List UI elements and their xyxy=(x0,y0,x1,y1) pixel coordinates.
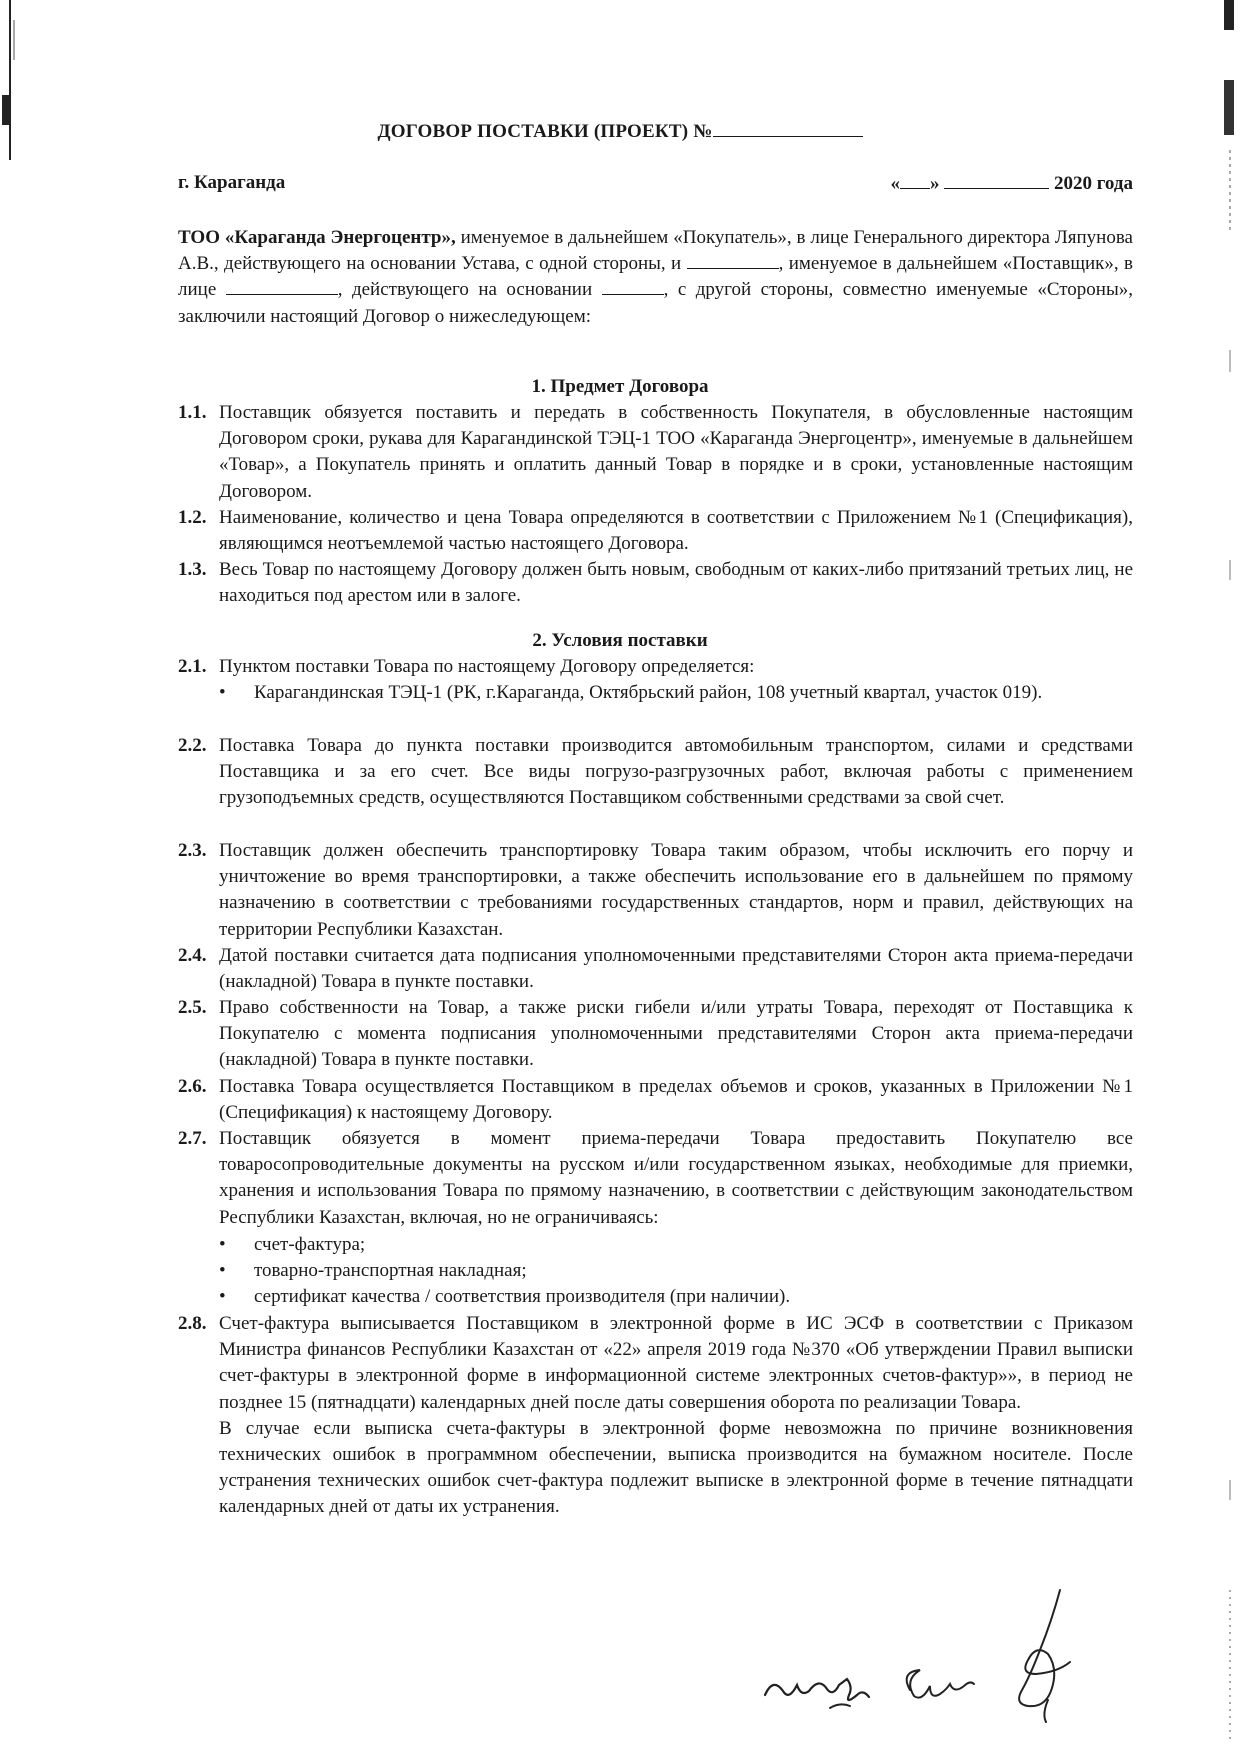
preamble-text-2: , именуемое в дальнейшем «Поставщик», в лице xyxy=(178,253,1133,301)
preamble-text-3: , действующего на основании xyxy=(337,279,602,301)
clause-number: 2.7. xyxy=(178,1128,207,1149)
clause-text: Весь Товар по настоящему Договору должен быть новым, свободным от каких-либо притязаний третьих лиц, не находиться под арестом или в залоге. xyxy=(219,559,1133,607)
supplier-rep-blank xyxy=(226,278,338,295)
list-item: • сертификат качества / соответствия производителя (при наличии). xyxy=(219,1284,1133,1310)
day-blank xyxy=(900,172,930,189)
preamble-text-4: , с другой стороны, совместно именуемые «Стороны», заключили настоящий Договор о нижеследующем: xyxy=(178,279,1133,327)
delivery-point-list xyxy=(219,680,1133,706)
list-item: • Карагандинская ТЭЦ-1 (РК, г.Караганда, Октябрьский район, 108 учетный квартал, участок 019). xyxy=(219,680,1133,706)
scan-edge-right xyxy=(1218,0,1240,1754)
buyer-name: ТОО «Караганда Энергоцентр», xyxy=(178,227,456,248)
title-text: ДОГОВОР ПОСТАВКИ (ПРОЕКТ) № xyxy=(377,121,713,142)
supplier-basis-blank xyxy=(602,278,664,295)
clause-text: Пунктом поставки Товара по настоящему Договору определяется: xyxy=(219,656,755,677)
clause-2-8 xyxy=(178,1311,1133,1521)
clause-number: 2.1. xyxy=(178,656,207,677)
clause-text: Поставщик должен обеспечить транспортировку Товара таким образом, чтобы исключить его порчу и уничтожение во время транспортировки, а также обеспечить использование его в дальнейшем по прямому назначению в соответствии с требованиями государственных стандартов, норм и правил, действующих на территории Республики Казахстан. xyxy=(219,840,1133,940)
clause-text: Поставка Товара до пункта поставки производится автомобильным транспортом, силами и средствами Поставщика и за его счет. Все виды погрузо-разгрузочных работ, включая работы с применением грузоподъемных средств, осуществляются Поставщиком собственными средствами за свой счет. xyxy=(219,735,1133,809)
clause-1-2 xyxy=(178,505,1133,557)
clause-text: Поставщик обязуется в момент приема-передачи Товара предоставить Покупателю все товаросопроводительные документы на русском и/или государственном языках, необходимые для приемки, хранения и использования Товара по прямому назначению, в соответствии с действующим законодательством Республики Казахстан, включая, но не ограничиваясь: xyxy=(219,1128,1133,1228)
month-blank xyxy=(944,172,1049,189)
clause-text: Поставщик обязуется поставить и передать в собственность Покупателя, в обусловленные настоящим Договором сроки, рукава для Карагандинской ТЭЦ-1 ТОО «Караганда Энергоцентр», именуемые в дальнейшем «Товар», а Покупатель принять и оплатить данный Товар в порядке и в сроки, установленные настоящим Договором. xyxy=(219,402,1133,502)
handwritten-signatures xyxy=(760,1580,1120,1730)
clause-2-6 xyxy=(178,1074,1133,1126)
scan-edge-left xyxy=(0,0,22,1754)
clause-number: 2.6. xyxy=(178,1076,207,1097)
section-2-heading: 2. Условия поставки xyxy=(532,630,708,651)
preamble-text-1: именуемое в дальнейшем «Покупатель», в лице Генерального директора Ляпунова А.В., действующего на основании Устава, с одной стороны, и xyxy=(178,227,1133,275)
clause-2-7 xyxy=(178,1126,1133,1231)
contract-date xyxy=(891,172,1133,195)
clause-number: 2.8. xyxy=(178,1313,207,1334)
clause-text: Наименование, количество и цена Товара определяются в соответствии с Приложением №1 (Спецификация), являющимся неотъемлемой частью настоящего Договора. xyxy=(219,507,1133,555)
clause-2-1 xyxy=(178,654,1133,680)
clause-text: Поставка Товара осуществляется Поставщиком в пределах объемов и сроков, указанных в Приложении №1 (Спецификация) к настоящему Договору. xyxy=(219,1076,1133,1124)
list-item: • счет-фактура; xyxy=(219,1232,1133,1258)
clause-1-1 xyxy=(178,400,1133,505)
clause-2-3 xyxy=(178,838,1133,943)
clause-number: 2.2. xyxy=(178,735,207,756)
clause-number: 2.4. xyxy=(178,945,207,966)
date-quote-open: « xyxy=(890,173,901,194)
clause-2-4 xyxy=(178,943,1133,995)
preamble xyxy=(178,225,1133,330)
document-title xyxy=(0,120,1240,143)
clause-2-5 xyxy=(178,995,1133,1074)
clause-1-3 xyxy=(178,557,1133,609)
clause-number: 1.1. xyxy=(178,402,207,423)
contract-number-blank xyxy=(713,120,863,137)
clause-text: Право собственности на Товар, а также риски гибели и/или утраты Товара, переходят от Поставщика к Покупателю с момента подписания уполномоченными представителями Сторон акта приема-передачи (накладной) Товара в пункте поставки. xyxy=(219,997,1133,1071)
list-item: • товарно-транспортная накладная; xyxy=(219,1258,1133,1284)
clause-text: Счет-фактура выписывается Поставщиком в электронной форме в ИС ЭСФ в соответствии с Приказом Министра финансов Республики Казахстан от «22» апреля 2019 года №370 «Об утверждении Правил выписки счет-фактуры в электронной форме в информационной системе электронных счетов-фактур»», в период не позднее 15 (пятнадцати) календарных дней после даты совершения оборота по реализации Товара. xyxy=(219,1313,1133,1413)
date-quote-close: » xyxy=(930,173,940,194)
clause-number: 1.3. xyxy=(178,559,207,580)
clause-number: 1.2. xyxy=(178,507,207,528)
documents-list xyxy=(219,1232,1133,1311)
supplier-name-blank xyxy=(687,252,779,269)
clause-number: 2.5. xyxy=(178,997,207,1018)
section-1-heading: 1. Предмет Договора xyxy=(531,376,709,397)
clause-text: Датой поставки считается дата подписания уполномоченными представителями Сторон акта приема-передачи (накладной) Товара в пункте поставки. xyxy=(219,945,1133,993)
city: г. Караганда xyxy=(178,172,286,193)
clause-2-2 xyxy=(178,733,1133,812)
date-year: 2020 года xyxy=(1054,173,1133,194)
clause-number: 2.3. xyxy=(178,840,207,861)
clause-paragraph: В случае если выписка счета-фактуры в электронной форме невозможна по причине возникновения технических ошибок в программном обеспечении, выписка производится на бумажном носителе. После устранения технических ошибок счет-фактура подлежит выписке в электронной форме в течение пятнадцати календарных дней от даты их устранения. xyxy=(219,1417,1133,1518)
